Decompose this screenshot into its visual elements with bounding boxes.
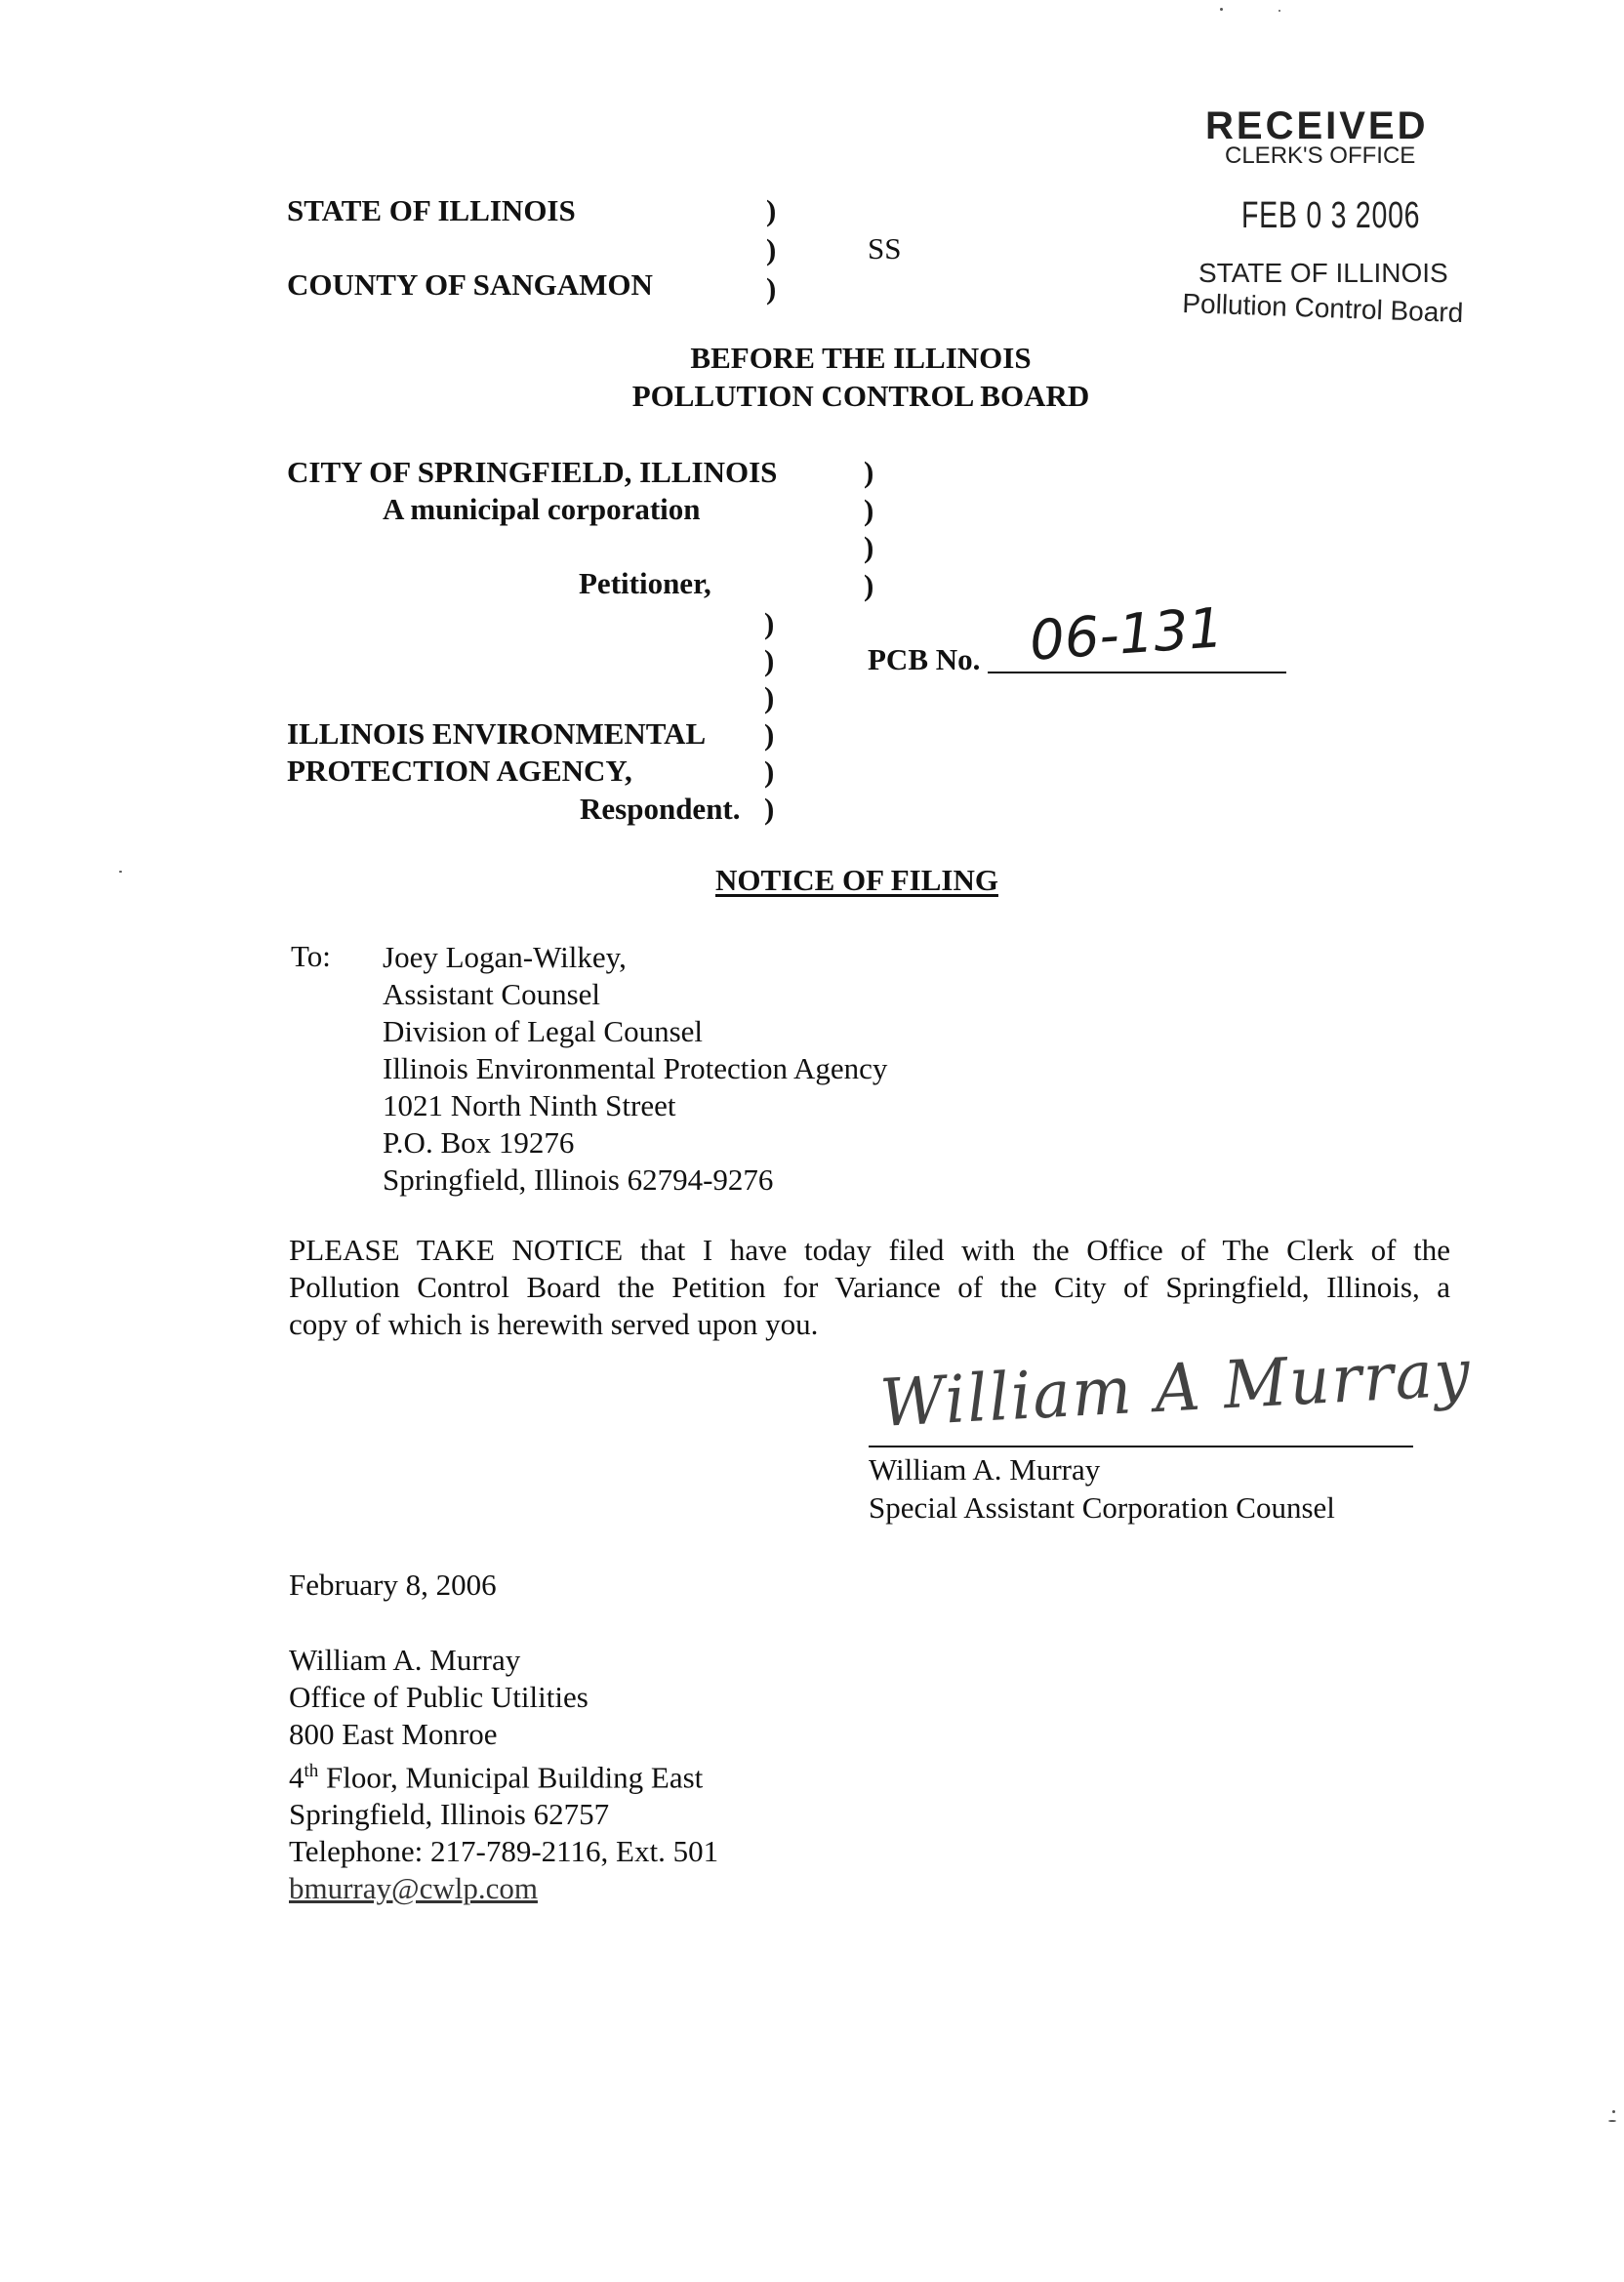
notice-body <box>289 1232 1450 1343</box>
venue-paren: ) <box>766 193 777 227</box>
notice-line: PLEASE TAKE NOTICE that I have today filed with the Office of The Clerk of the <box>289 1233 1450 1267</box>
scan-speck <box>1220 8 1223 11</box>
signer-name: William A. Murray <box>869 1452 1101 1487</box>
scan-speck <box>1608 2120 1616 2122</box>
caption-paren: ) <box>764 792 775 826</box>
caption-paren: ) <box>764 643 775 677</box>
venue-paren: ) <box>766 232 777 266</box>
caption-paren: ) <box>864 455 874 489</box>
venue-state: STATE OF ILLINOIS <box>287 193 576 227</box>
sender-street: 800 East Monroe <box>289 1717 498 1751</box>
filing-date: February 8, 2006 <box>289 1568 497 1602</box>
tribunal-line1: BEFORE THE ILLINOIS <box>690 341 1032 375</box>
venue-county: COUNTY OF SANGAMON <box>287 267 653 302</box>
sender-floor: 4th Floor, Municipal Building East <box>289 1760 704 1795</box>
caption-paren: ) <box>764 606 775 640</box>
caption-paren: ) <box>864 530 874 564</box>
recipient-line: 1021 North Ninth Street <box>383 1088 676 1122</box>
stamp-clerks-office: CLERK'S OFFICE <box>1225 143 1416 169</box>
signature-line <box>869 1446 1413 1447</box>
sender-name: William A. Murray <box>289 1643 521 1677</box>
recipient-line: Joey Logan-Wilkey, <box>383 940 627 974</box>
notice-title: NOTICE OF FILING <box>715 863 998 897</box>
case-number-handwritten: 06-131 <box>1027 596 1226 673</box>
stamp-received: RECEIVED <box>1205 104 1429 147</box>
notice-line: copy of which is herewith served upon you. <box>289 1307 819 1341</box>
caption-paren: ) <box>764 754 775 789</box>
recipient-line: P.O. Box 19276 <box>383 1125 575 1160</box>
notice-line: Pollution Control Board the Petition for Variance of the City of Springfield, Illinois, a <box>289 1270 1450 1304</box>
scan-speck <box>119 871 122 873</box>
recipient-address <box>383 939 887 1199</box>
case-number-label: PCB No. <box>868 642 981 676</box>
venue-paren: ) <box>766 271 777 306</box>
caption-paren: ) <box>764 717 775 752</box>
respondent-role: Respondent. <box>580 792 741 826</box>
signer-title: Special Assistant Corporation Counsel <box>869 1490 1335 1525</box>
recipient-line: Assistant Counsel <box>383 977 601 1011</box>
recipient-line: Illinois Environmental Protection Agency <box>383 1051 888 1085</box>
tribunal-line2: POLLUTION CONTROL BOARD <box>631 379 1090 413</box>
recipient-line: Springfield, Illinois 62794-9276 <box>383 1162 774 1197</box>
sender-email-link[interactable]: bmurray@cwlp.com <box>289 1871 538 1906</box>
sender-office: Office of Public Utilities <box>289 1680 589 1714</box>
respondent-name-line1: ILLINOIS ENVIRONMENTAL <box>287 716 707 751</box>
sender-address <box>289 1642 718 1907</box>
caption-paren: ) <box>864 493 874 527</box>
stamp-board: Pollution Control Board <box>1181 288 1464 329</box>
recipient-line: Division of Legal Counsel <box>383 1014 704 1048</box>
caption-paren: ) <box>864 568 874 602</box>
stamp-state: STATE OF ILLINOIS <box>1198 258 1448 288</box>
scan-speck <box>1612 2110 1615 2113</box>
sender-phone: Telephone: 217-789-2116, Ext. 501 <box>289 1834 719 1869</box>
petitioner-description: A municipal corporation <box>383 492 701 526</box>
caption-paren: ) <box>764 680 775 714</box>
respondent-name-line2: PROTECTION AGENCY, <box>287 754 632 788</box>
stamp-date: FEB 0 3 2006 <box>1241 195 1421 236</box>
venue-ss: SS <box>868 231 902 265</box>
scan-speck <box>1279 10 1280 12</box>
to-label: To: <box>291 939 331 973</box>
petitioner-name: CITY OF SPRINGFIELD, ILLINOIS <box>287 455 778 489</box>
sender-city: Springfield, Illinois 62757 <box>289 1797 610 1832</box>
handwritten-signature: William A Murray <box>878 1335 1474 1443</box>
petitioner-role: Petitioner, <box>579 566 711 600</box>
